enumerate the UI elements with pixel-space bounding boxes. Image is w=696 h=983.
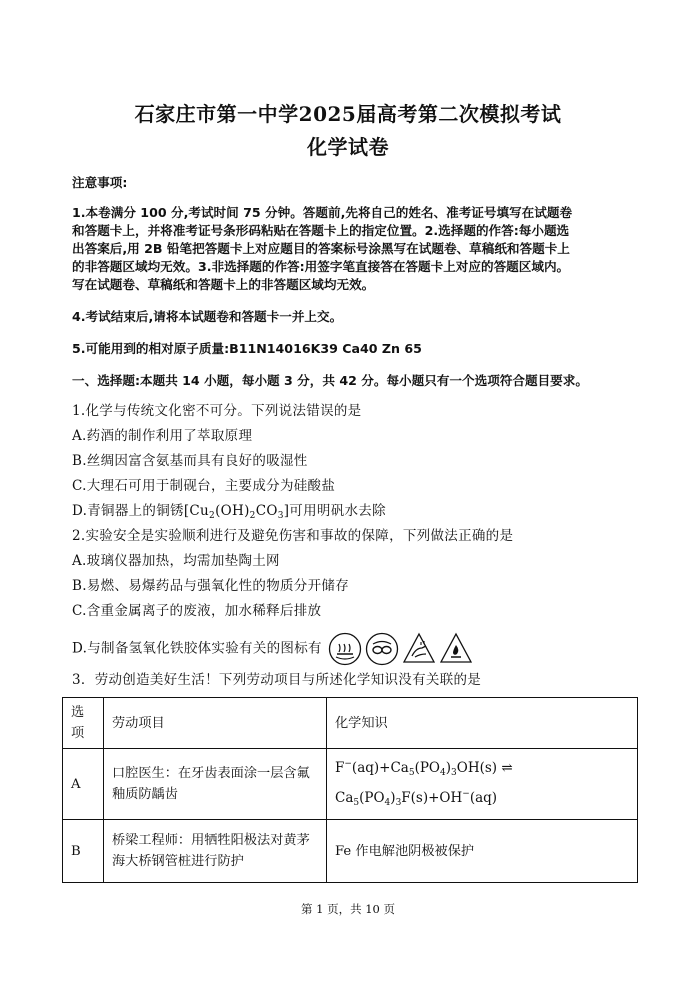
hand-wash-icon — [402, 632, 436, 666]
q1-stem: 1.化学与传统文化密不可分。下列说法错误的是 — [72, 403, 362, 419]
row-a-option: A — [63, 749, 104, 820]
row-b-option: B — [63, 820, 104, 883]
row-b-labor: 桥梁工程师：用牺牲阳极法对黄茅海大桥钢管桩进行防护 — [104, 820, 327, 883]
q1-d-prefix: D.青铜器上的铜锈 — [72, 503, 184, 519]
heating-icon — [439, 632, 473, 666]
safety-icons — [328, 632, 473, 666]
section-heading: 一、选择题:本题共 14 小题，每小题 3 分，共 42 分。每小题只有一个选项符合题目要求。 — [72, 373, 588, 388]
q2-stem: 2.实验安全是实验顺利进行及避免伤害和事故的保障，下列做法正确的是 — [72, 528, 514, 544]
notice-line-2: 和答题卡上，并将准考证号条形码粘贴在答题卡上的指定位置。2.选择题的作答:每小题选 — [72, 223, 570, 238]
q3-table — [62, 697, 638, 883]
header-labor: 劳动项目 — [104, 698, 327, 749]
notice-item-5: 5.可能用到的相对原子质量:B11N14016K39 Ca40 Zn 65 — [72, 341, 422, 356]
table-row — [63, 820, 638, 883]
row-a-knowledge — [327, 749, 638, 820]
row-b-knowledge: Fe 作电解池阴极被保护 — [327, 820, 638, 883]
exam-title: 石家庄市第一中学2025届高考第二次模拟考试 — [134, 102, 562, 126]
header-option: 选项 — [63, 698, 104, 749]
table-header-row — [63, 698, 638, 749]
hot-surface-icon — [328, 632, 362, 666]
page-footer: 第 1 页，共 10 页 — [300, 902, 396, 916]
table-row — [63, 749, 638, 820]
fluoride-equation-line-1: $F^-(aq)+Ca_5(PO_4)_3OH(s)$ ⇌ — [335, 759, 513, 778]
q1-option-c: C.大理石可用于制砚台，主要成分为硅酸盐 — [72, 478, 336, 494]
notice-line-5: 写在试题卷、草稿纸和答题卡上的非答题区域均无效。 — [72, 277, 375, 292]
copper-patina-formula: $[Cu_2(OH)_2CO_3]$ — [183, 503, 290, 521]
exam-subtitle: 化学试卷 — [307, 135, 389, 159]
q2-option-b: B.易燃、易爆药品与强氧化性的物质分开储存 — [72, 578, 350, 594]
q1-option-b: B.丝绸因富含氨基而具有良好的吸湿性 — [72, 453, 308, 469]
q3-stem: 3．劳动创造美好生活！下列劳动项目与所述化学知识没有关联的是 — [72, 672, 482, 688]
q2-option-d — [72, 632, 632, 666]
fluoride-equation-line-2: $Ca_5(PO_4)_3F(s)+OH^-(aq)$ — [335, 789, 498, 808]
notice-heading: 注意事项: — [72, 175, 128, 190]
notice-line-3: 出答案后,用 2B 铅笔把答题卡上对应题目的答案标号涂黑写在试题卷、草稿纸和答题卡上 — [72, 241, 570, 256]
row-a-labor: 口腔医生：在牙齿表面涂一层含氟釉质防龋齿 — [104, 749, 327, 820]
notice-item-4: 4.考试结束后,请将本试题卷和答题卡一并上交。 — [72, 309, 343, 324]
notice-line-4: 的非答题区域均无效。3.非选择题的作答:用签字笔直接答在答题卡上对应的答题区域内。 — [72, 259, 570, 274]
q1-option-d — [72, 502, 632, 525]
goggles-icon — [365, 632, 399, 666]
header-knowledge: 化学知识 — [327, 698, 638, 749]
q1-d-suffix: 可用明矾水去除 — [289, 503, 386, 519]
q2-option-c: C.含重金属离子的废液，加水稀释后排放 — [72, 603, 322, 619]
q2-d-text: D.与制备氢氧化铁胶体实验有关的图标有 — [72, 640, 322, 657]
notice-line-1: 1.本卷满分 100 分,考试时间 75 分钟。答题前,先将自己的姓名、准考证号填写在试题卷 — [72, 205, 573, 220]
q1-option-a: A.药酒的制作利用了萃取原理 — [72, 428, 253, 444]
q2-option-a: A.玻璃仪器加热，均需加垫陶土网 — [72, 553, 280, 569]
